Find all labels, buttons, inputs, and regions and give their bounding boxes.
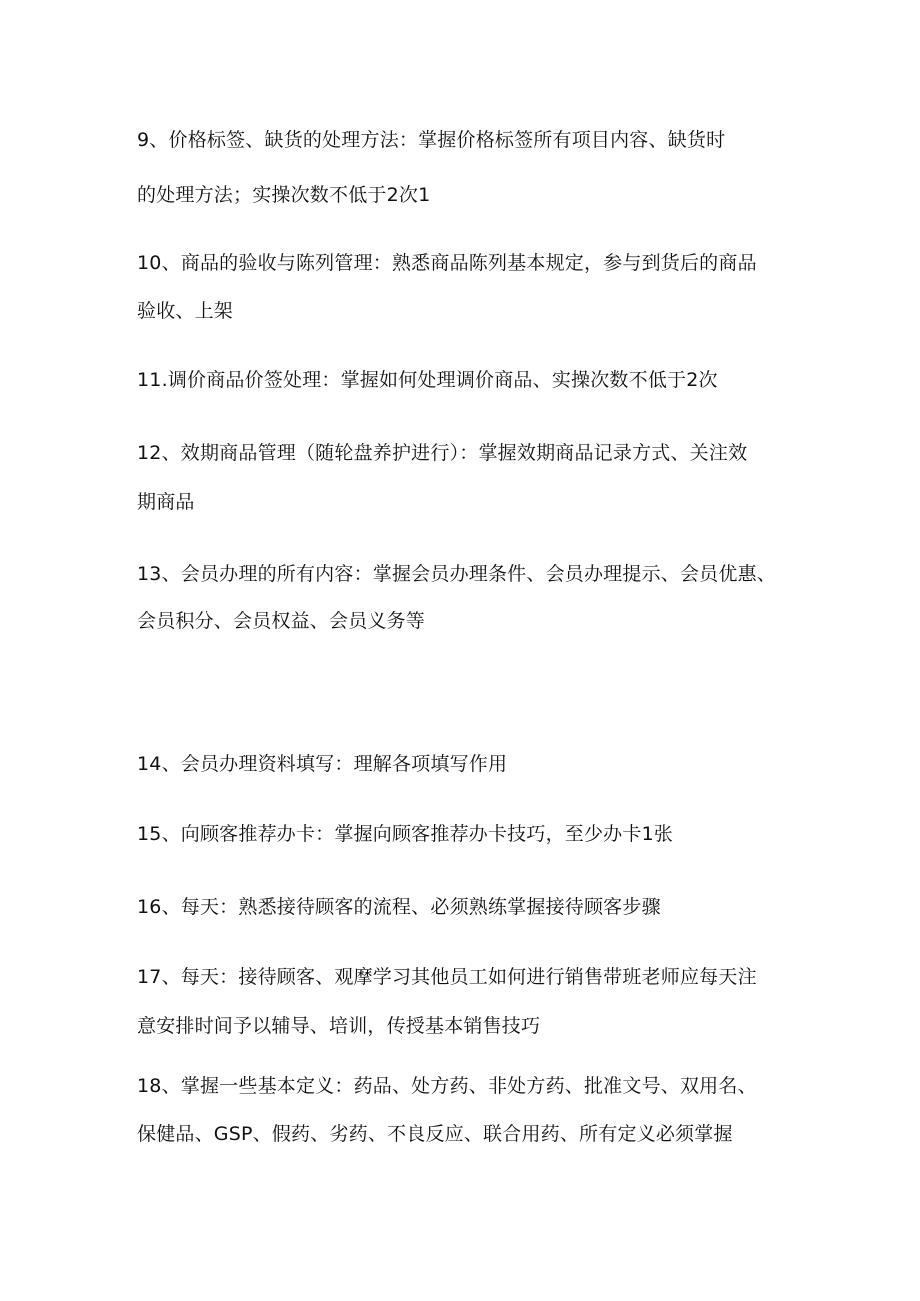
item-13-line-1: 13、会员办理的所有内容：掌握会员办理条件、会员办理提示、会员优惠、: [137, 563, 776, 585]
item-17-line-2: 意安排时间予以辅导、培训，传授基本销售技巧: [137, 1015, 541, 1037]
item-10-line-2: 验收、上架: [137, 300, 234, 322]
item-14-line-1: 14、会员办理资料填写：理解各项填写作用: [137, 753, 508, 775]
item-18-line-2: 保健品、GSP、假药、劣药、不良反应、联合用药、所有定义必须掌握: [137, 1123, 733, 1145]
item-12-line-2: 期商品: [137, 491, 195, 513]
item-10-line-1: 10、商品的验收与陈列管理：熟悉商品陈列基本规定，参与到货后的商品: [137, 252, 757, 274]
item-15-line-1: 15、向顾客推荐办卡：掌握向顾客推荐办卡技巧，至少办卡1张: [137, 823, 674, 845]
item-18-line-1: 18、掌握一些基本定义：药品、处方药、非处方药、批准文号、双用名、: [137, 1075, 757, 1097]
item-9-line-1: 9、价格标签、缺货的处理方法：掌握价格标签所有项目内容、缺货时: [137, 129, 726, 151]
item-9-line-2: 的处理方法；实操次数不低于2次1: [137, 184, 431, 206]
item-17-line-1: 17、每天：接待顾客、观摩学习其他员工如何进行销售带班老师应每天注: [137, 966, 757, 988]
item-16-line-1: 16、每天：熟悉接待顾客的流程、必须熟练掌握接待顾客步骤: [137, 896, 661, 918]
item-13-line-2: 会员积分、会员权益、会员义务等: [137, 610, 426, 632]
item-12-line-1: 12、效期商品管理（随轮盘养护进行）：掌握效期商品记录方式、关注效: [137, 442, 748, 464]
item-11-line-1: 11.调价商品价签处理：掌握如何处理调价商品、实操次数不低于2次: [137, 369, 718, 391]
